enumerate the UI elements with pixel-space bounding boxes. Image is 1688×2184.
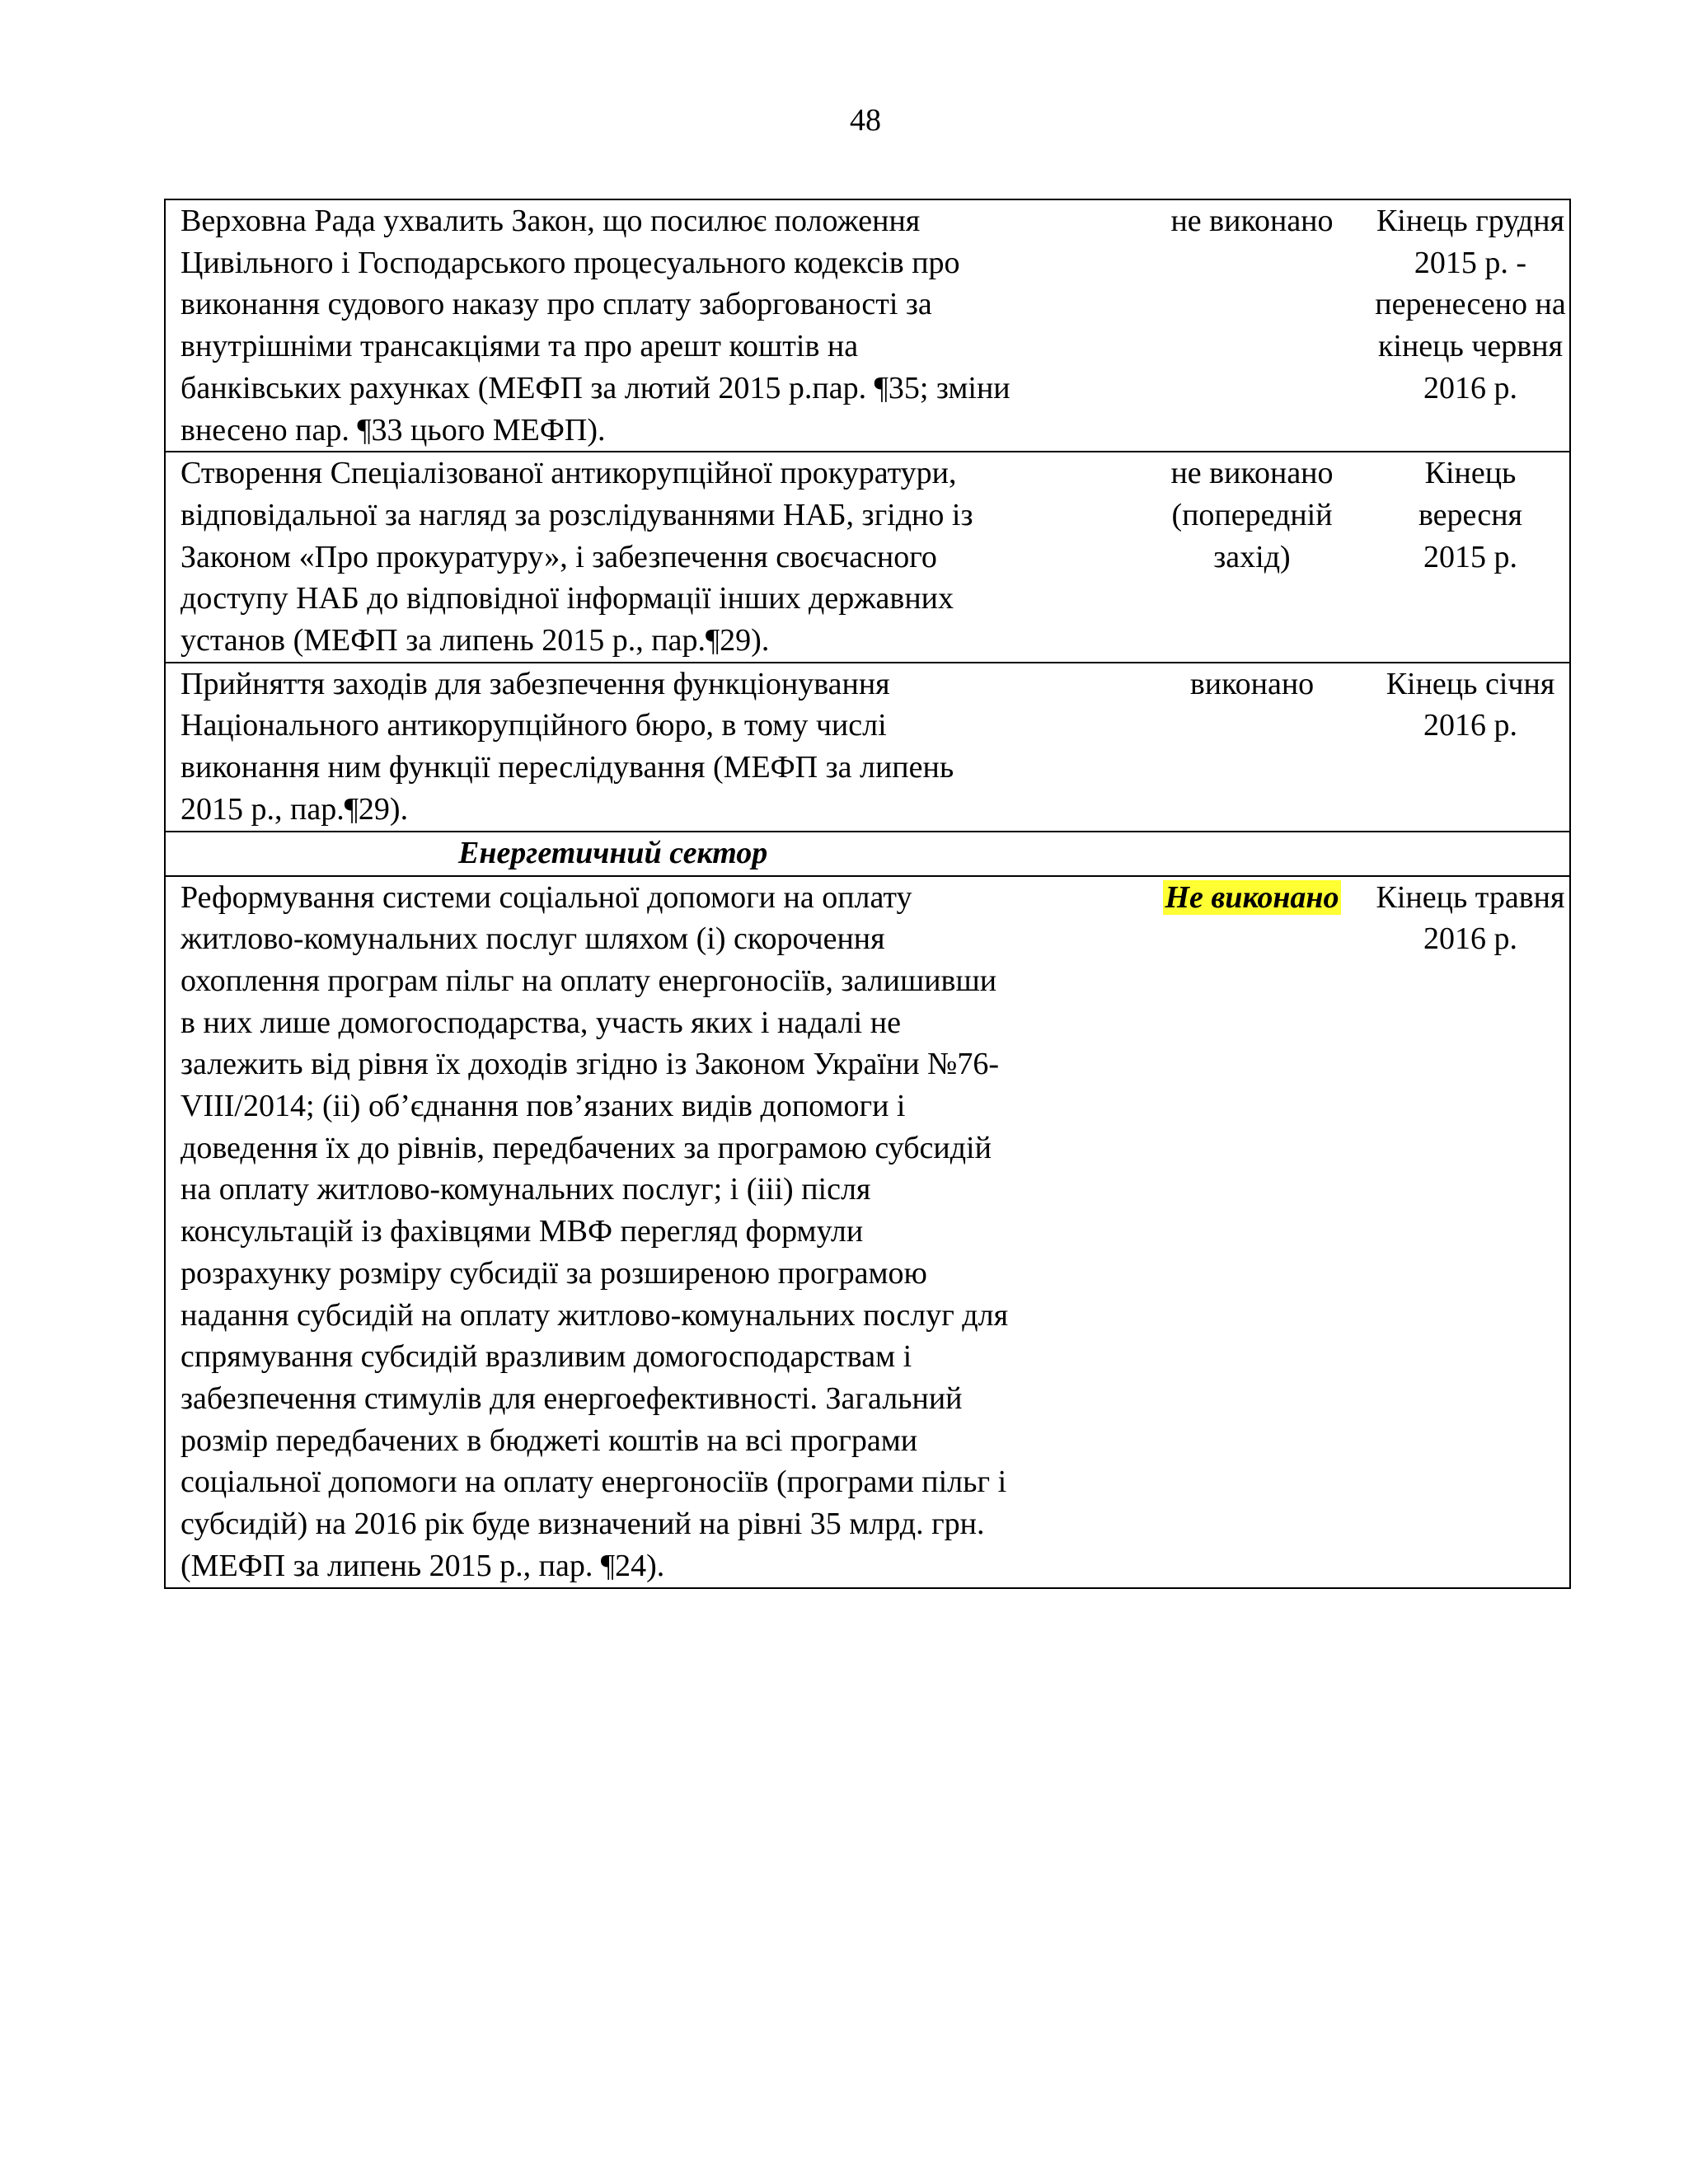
- measure-status-cell: [1132, 199, 1372, 452]
- measure-deadline: Кінець грудня 2015 р. - перенесено на кінець червня 2016 р.: [1375, 204, 1566, 405]
- section-title: Енергетичний сектор: [458, 835, 768, 870]
- measure-description-cell: [165, 876, 1132, 1588]
- measure-deadline: Кінець травня 2016 р.: [1376, 879, 1565, 957]
- measure-description: Створення Спеціалізованої антикорупційної прокуратури, відповідальної за нагляд за розслідуваннями НАБ, згідно із Законом «Про прокуратуру», і забезпечення своєчасного доступу НАБ до відповідної інформації інших державних установ (МЕФП за липень 2015 р., пар.¶29).: [181, 456, 973, 658]
- section-heading-row: [165, 832, 1570, 876]
- measures-table: [164, 199, 1571, 1589]
- measure-description-cell: [165, 452, 1132, 663]
- measure-status-cell: [1132, 876, 1372, 1588]
- measure-status-cell: [1132, 452, 1372, 663]
- measure-description: Прийняття заходів для забезпечення функціонування Національного антикорупційного бюро, в тому числі виконання ним функції переслідування (МЕФП за липень 2015 р., пар.¶29).: [181, 666, 954, 827]
- table-row: [165, 199, 1570, 452]
- measure-description: Верховна Рада ухвалить Закон, що посилює положення Цивільного і Господарського процесуального кодексів про виконання судового наказу про сплату заборгованості за внутрішніми трансакціями та про арешт коштів на банківських рахунках (МЕФП за лютий 2015 р.пар. ¶35; зміни внесено пар. ¶33 цього МЕФП).: [181, 204, 1010, 448]
- measure-description-cell: [165, 663, 1132, 832]
- measure-deadline: Кінець січня 2016 р.: [1386, 666, 1555, 743]
- measure-status: не виконано (попередній захід): [1170, 456, 1334, 574]
- table-row: [165, 452, 1570, 663]
- measure-description: Реформування системи соціальної допомоги на оплату житлово-комунальних послуг шляхом (і) скорочення охоплення програм пільг на оплату енергоносіїв, залишивши в них лише домогосподарства, участь яких і надалі не залежить від рівня їх доходів згідно із Законом України №76- VIII/2014; (іі) об’єднання пов’язаних видів допомоги і доведення їх до рівнів, передбачених за програмою субсидій на оплату житлово-комунальних послуг; і (ііі) після консультацій із фахівцями МВФ перегляд формули розрахунку розміру субсидії за розширеною програмою надання субсидій на оплату житлово-комунальних послуг для спрямування субсидій вразливим домогосподарствам і забезпечення стимулів для енергоефективності. Загальний розмір передбачених в бюджеті коштів на всі програми соціальної допомоги на оплату енергоносіїв (програми пільг і субсидій) на 2016 рік буде визначений на рівні 35 млрд. грн. (МЕФП за липень 2015 р., пар. ¶24).: [181, 879, 1009, 1583]
- table-row: [165, 876, 1570, 1588]
- measure-deadline-cell: [1372, 452, 1570, 663]
- measure-deadline-cell: [1372, 876, 1570, 1588]
- measure-status: не виконано: [1170, 204, 1334, 238]
- table-row: [165, 663, 1570, 832]
- measure-status-cell: [1132, 663, 1372, 832]
- section-heading-cell: [165, 832, 1570, 876]
- measure-deadline-cell: [1372, 663, 1570, 832]
- page-number: 48: [850, 103, 881, 138]
- measure-status: виконано: [1189, 666, 1315, 701]
- measure-deadline-cell: [1372, 199, 1570, 452]
- measure-deadline: Кінець вересня 2015 р.: [1418, 456, 1523, 574]
- measure-description-cell: [165, 199, 1132, 452]
- highlighted-status: Не виконано: [1165, 879, 1339, 915]
